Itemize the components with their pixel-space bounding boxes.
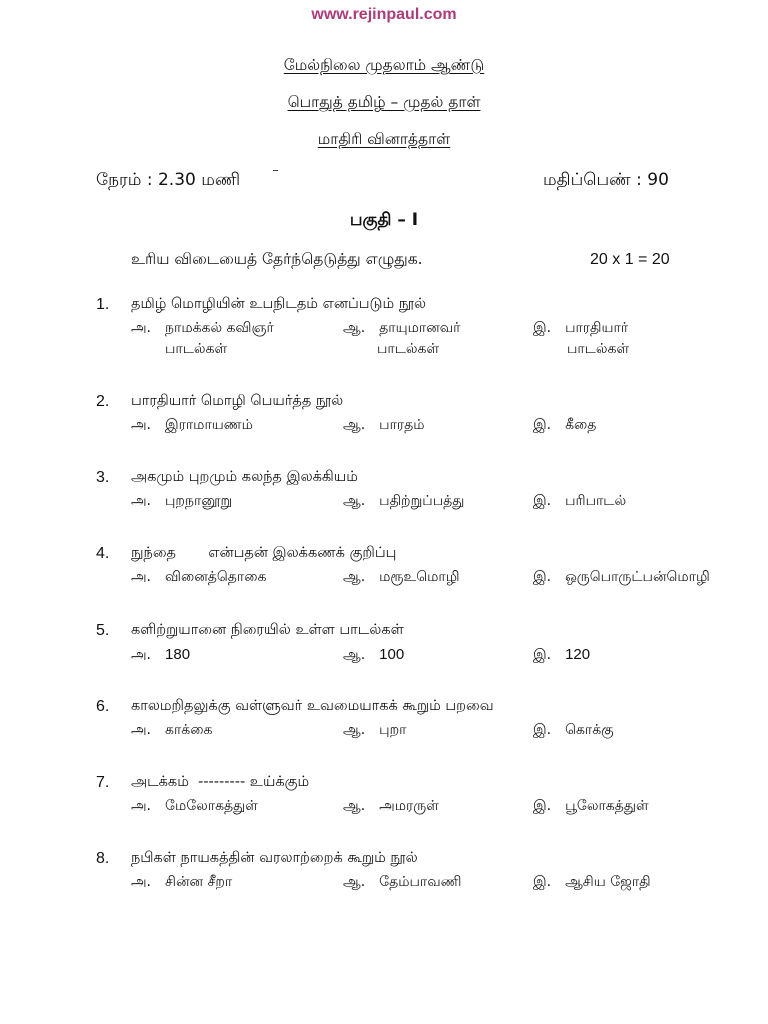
option-c [533, 874, 651, 892]
option-label: அ. [131, 798, 152, 814]
option-a [131, 722, 212, 740]
question-text: நுந்தை என்பதன் இலக்கணக் குறிப்பு [131, 545, 397, 561]
option-c [533, 493, 626, 511]
option-label: ஆ. [343, 722, 366, 738]
option-b [343, 798, 439, 816]
question-number: 1. [96, 296, 110, 313]
option-b [343, 569, 460, 587]
option-value: இராமாயணம் [165, 417, 253, 433]
question-number: 5. [96, 622, 110, 639]
option-b [343, 493, 464, 511]
option-value: கொக்கு [565, 722, 614, 738]
option-b [343, 417, 425, 435]
question-number: 4. [96, 545, 110, 562]
option-label: இ. [533, 493, 552, 509]
option-value: பரிபாடல் [565, 493, 627, 509]
option-label: அ. [131, 722, 152, 738]
option-value: பூலோகத்துள் [565, 798, 649, 814]
option-label: அ. [131, 320, 152, 336]
paper-title: பொதுத் தமிழ் – முதல் தாள் [287, 93, 481, 111]
option-label: ஆ. [343, 647, 366, 663]
option-value: காக்கை [165, 722, 213, 738]
option-value: பதிற்றுப்பத்து [379, 493, 465, 509]
section-marks: 20 x 1 = 20 [590, 251, 670, 268]
option-a [131, 646, 190, 665]
option-value: ஆசிய ஜோதி [565, 874, 651, 890]
website-watermark: www.rejinpaul.com [311, 6, 457, 23]
option-label: ஆ. [343, 569, 366, 585]
question-text: நபிகள் நாயகத்தின் வரலாற்றைக் கூறும் நூல் [131, 850, 418, 866]
option-value: அமரருள் [379, 798, 439, 814]
option-label: இ. [533, 647, 552, 663]
question-number: 7. [96, 774, 110, 791]
option-c [533, 417, 596, 435]
option-value-line2: பாடல்கள் [567, 341, 630, 357]
option-value: மரூஉமொழி [379, 569, 460, 585]
option-b [343, 646, 404, 665]
question-item [0, 774, 768, 838]
question-item [0, 393, 768, 457]
option-a [131, 874, 232, 892]
question-text: அடக்கம் --------- உய்க்கும் [131, 774, 310, 790]
question-text: காலமறிதலுக்கு வள்ளுவர் உவமையாகக் கூறும் பறவை [131, 698, 494, 714]
option-c [533, 722, 614, 740]
option-value: 180 [165, 646, 191, 663]
option-value: தேம்பாவணி [379, 874, 462, 890]
option-c [533, 798, 649, 816]
question-number: 2. [96, 393, 110, 410]
option-label: இ. [533, 417, 552, 433]
option-value: மேலோகத்துள் [165, 798, 258, 814]
option-label: அ. [131, 417, 152, 433]
option-a [131, 417, 253, 435]
option-a [131, 569, 266, 587]
option-label: இ. [533, 798, 552, 814]
option-c [533, 646, 590, 665]
option-value: பாரதம் [379, 417, 425, 433]
question-number: 8. [96, 850, 110, 867]
option-value-line2: பாடல்கள் [165, 341, 228, 357]
option-label: ஆ. [343, 798, 366, 814]
question-item [0, 622, 768, 686]
question-text: பாரதியார் மொழி பெயர்த்த நூல் [131, 393, 344, 409]
option-value: ஒருபொருட்பன்மொழி [565, 569, 710, 585]
total-marks: மதிப்பெண் : 90 [543, 170, 669, 190]
option-value: புறா [379, 722, 407, 738]
option-value: சின்ன சீறா [165, 874, 233, 890]
option-label: ஆ. [343, 874, 366, 890]
question-text: தமிழ் மொழியின் உபநிடதம் எனப்படும் நூல் [131, 296, 426, 312]
option-label: அ. [131, 569, 152, 585]
option-label: இ. [533, 722, 552, 738]
option-value-line2: பாடல்கள் [377, 341, 440, 357]
question-item [0, 545, 768, 609]
option-c [533, 320, 629, 359]
option-value: தாயுமானவர் [379, 320, 461, 336]
option-a [131, 320, 274, 359]
option-b [343, 722, 406, 740]
question-number: 3. [96, 469, 110, 486]
question-item [0, 469, 768, 533]
question-item [0, 296, 768, 360]
question-item [0, 850, 768, 914]
option-value: 100 [379, 646, 405, 663]
section-instruction: உரிய விடையைத் தேர்ந்தெடுத்து எழுதுக. [131, 250, 423, 268]
question-text: களிற்றுயானை நிரையில் உள்ள பாடல்கள் [131, 622, 404, 638]
question-item [0, 698, 768, 762]
option-label: அ. [131, 874, 152, 890]
option-c [533, 569, 710, 587]
option-value: புறநானூறு [165, 493, 233, 509]
option-label: இ. [533, 320, 552, 336]
section-heading: பகுதி – I [349, 210, 419, 230]
option-label: அ. [131, 647, 152, 663]
option-label: ஆ. [343, 320, 366, 336]
option-value: பாரதியார் [565, 320, 629, 336]
time-allowed: நேரம் : 2.30 மணி [96, 170, 241, 190]
option-label: ஆ. [343, 417, 366, 433]
option-label: இ. [533, 874, 552, 890]
option-b [343, 320, 460, 359]
exam-level-title: மேல்நிலை முதலாம் ஆண்டு [283, 56, 485, 74]
option-b [343, 874, 461, 892]
option-value: நாமக்கல் கவிஞர் [165, 320, 274, 336]
option-a [131, 798, 258, 816]
option-a [131, 493, 232, 511]
option-value: கீதை [565, 417, 597, 433]
option-label: ஆ. [343, 493, 366, 509]
option-value: வினைத்தொகை [165, 569, 267, 585]
option-value: 120 [565, 646, 591, 663]
option-label: அ. [131, 493, 152, 509]
model-paper-title: மாதிரி வினாத்தாள் [317, 130, 451, 148]
option-label: இ. [533, 569, 552, 585]
question-text: அகமும் புறமும் கலந்த இலக்கியம் [131, 469, 358, 485]
question-number: 6. [96, 698, 110, 715]
scan-speck [273, 170, 278, 171]
